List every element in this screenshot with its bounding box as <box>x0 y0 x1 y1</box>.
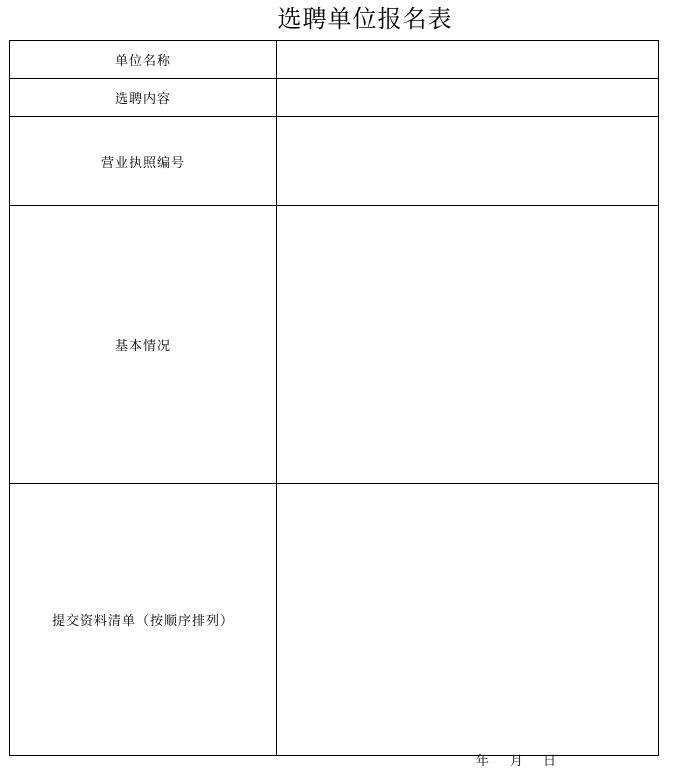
submitted-materials-label: 提交资料清单（按顺序排列） <box>10 484 277 756</box>
form-row-basic-info <box>10 206 659 484</box>
selection-content-label: 选聘内容 <box>10 79 277 117</box>
date-month-label: 月 <box>510 754 524 769</box>
submitted-materials-field[interactable] <box>277 484 659 756</box>
date-year-label: 年 <box>476 754 490 769</box>
selection-content-field[interactable] <box>277 79 659 117</box>
date-line <box>476 753 556 771</box>
form-row-selection-content <box>10 79 659 117</box>
form-title: 选聘单位报名表 <box>277 5 453 33</box>
form-row-business-license <box>10 117 659 206</box>
form-row-unit-name <box>10 41 659 79</box>
business-license-label: 营业执照编号 <box>10 117 277 206</box>
date-day-label: 日 <box>543 754 557 769</box>
registration-form-table <box>9 40 659 756</box>
basic-info-field[interactable] <box>277 206 659 484</box>
business-license-field[interactable] <box>277 117 659 206</box>
form-row-submitted-materials <box>10 484 659 756</box>
basic-info-label: 基本情况 <box>10 206 277 484</box>
unit-name-field[interactable] <box>277 41 659 79</box>
unit-name-label: 单位名称 <box>10 41 277 79</box>
